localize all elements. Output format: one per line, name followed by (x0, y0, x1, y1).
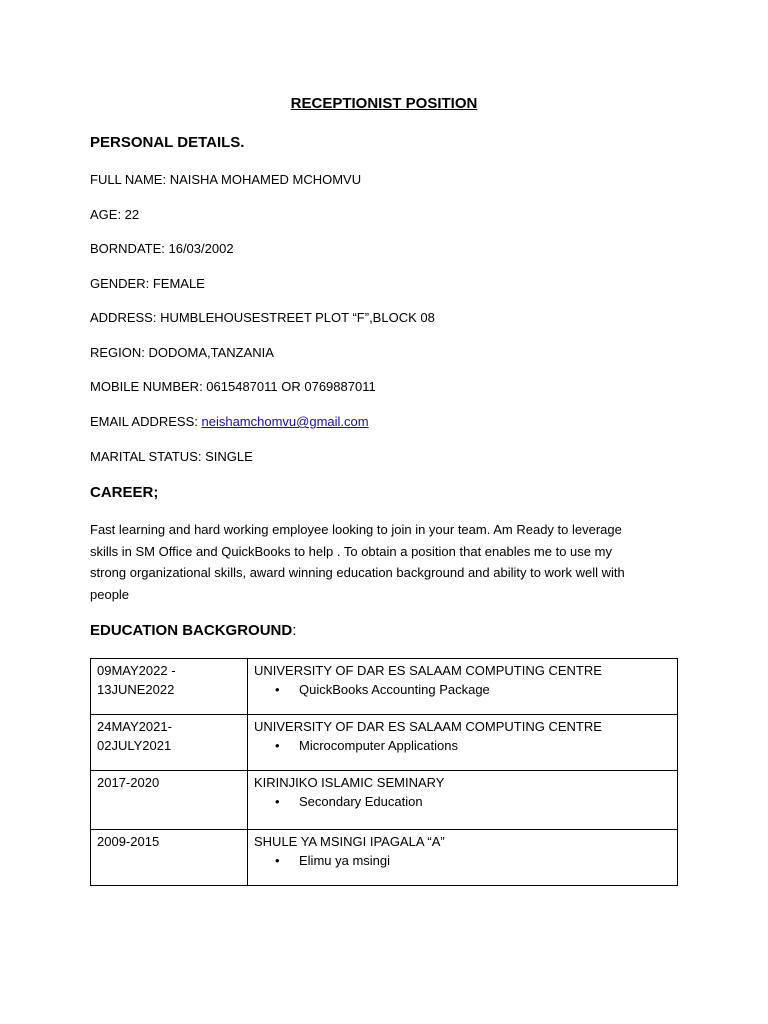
education-institution: UNIVERSITY OF DAR ES SALAAM COMPUTING CENTRE (254, 663, 602, 678)
career-line: skills in SM Office and QuickBooks to help . To obtain a position that enables me to use my (90, 543, 612, 559)
education-institution: KIRINJIKO ISLAMIC SEMINARY (254, 775, 445, 790)
email-address-field (90, 414, 369, 429)
bullet-icon: • (275, 794, 280, 809)
education-date-end: 13JUNE2022 (97, 682, 175, 697)
table-row (91, 715, 678, 771)
education-course: Microcomputer Applications (299, 738, 458, 753)
career-paragraph (90, 519, 680, 605)
bullet-icon: • (275, 853, 280, 868)
education-date-cell (91, 715, 248, 771)
education-detail-cell (248, 830, 678, 886)
education-table (90, 658, 678, 886)
list-item (275, 792, 671, 811)
education-date-cell (91, 830, 248, 886)
address-field: ADDRESS: HUMBLEHOUSESTREET PLOT “F”,BLOCK 08 (90, 310, 435, 325)
education-course-list (254, 792, 671, 811)
education-detail-cell (248, 771, 678, 830)
education-detail-cell (248, 659, 678, 715)
gender-field: GENDER: FEMALE (90, 276, 205, 291)
education-heading-colon: : (292, 622, 297, 639)
borndate-field: BORNDATE: 16/03/2002 (90, 241, 234, 256)
full-name-field: FULL NAME: NAISHA MOHAMED MCHOMVU (90, 172, 362, 187)
education-date-start: 2017-2020 (97, 775, 160, 790)
career-line: people (90, 586, 130, 602)
education-heading (90, 622, 296, 639)
table-row (91, 771, 678, 830)
education-course: Elimu ya msingi (299, 853, 391, 868)
bullet-icon: • (275, 738, 280, 753)
region-field: REGION: DODOMA,TANZANIA (90, 345, 274, 360)
email-label: EMAIL ADDRESS: (90, 414, 202, 429)
list-item (275, 680, 671, 699)
career-line: Fast learning and hard working employee looking to join in your team. Am Ready to leverage (90, 522, 622, 537)
mobile-number-field: MOBILE NUMBER: 0615487011 OR 0769887011 (90, 379, 376, 394)
education-date-start: 2009-2015 (97, 834, 160, 849)
education-course-list (254, 851, 671, 870)
education-institution: UNIVERSITY OF DAR ES SALAAM COMPUTING CENTRE (254, 719, 602, 734)
education-course-list (254, 680, 671, 699)
education-date-start: 24MAY2021- (97, 719, 172, 734)
education-date-cell (91, 771, 248, 830)
list-item (275, 851, 671, 870)
table-row (91, 830, 678, 886)
bullet-icon: • (275, 682, 280, 697)
education-institution: SHULE YA MSINGI IPAGALA “A” (254, 834, 445, 849)
education-date-end: 02JULY2021 (97, 738, 172, 753)
education-date-start: 09MAY2022 - (97, 663, 176, 678)
education-detail-cell (248, 715, 678, 771)
personal-details-heading: PERSONAL DETAILS. (90, 134, 245, 151)
education-course: QuickBooks Accounting Package (299, 682, 490, 697)
career-line: strong organizational skills, award winning education background and ability to work well with (90, 565, 625, 580)
education-course: Secondary Education (299, 794, 423, 809)
table-row (91, 659, 678, 715)
education-course-list (254, 736, 671, 755)
document-title: RECEPTIONIST POSITION (290, 95, 478, 112)
age-field: AGE: 22 (90, 207, 140, 222)
education-date-cell (91, 659, 248, 715)
list-item (275, 736, 671, 755)
email-link[interactable]: neishamchomvu@gmail.com (201, 414, 369, 429)
education-heading-text: EDUCATION BACKGROUND (90, 622, 293, 639)
marital-status-field: MARITAL STATUS: SINGLE (90, 449, 253, 464)
career-heading: CAREER; (90, 484, 159, 501)
